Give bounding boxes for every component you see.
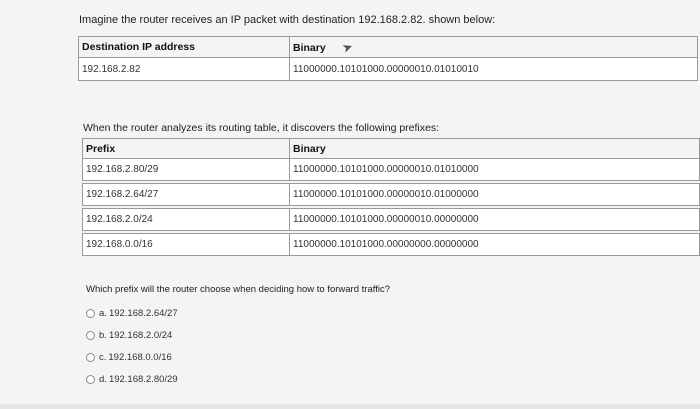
binary-header [290,37,698,58]
table-row [83,184,700,206]
prefix-cell: 192.168.2.0/24 [83,209,290,231]
option-label: 192.168.2.80/29 [108,373,178,385]
prefix-binary-cell: 11000000.10101000.00000010.01010000 [290,159,700,181]
mouse-pointer-icon: ➤ [341,40,354,55]
destination-binary-cell: 11000000.10101000.00000010.01010010 [290,58,698,81]
radio-unselected-icon[interactable] [86,353,95,362]
routing-table-intro: When the router analyzes its routing table, it discovers the following prefixes: [83,122,440,134]
prefix-table [82,138,700,256]
option-c[interactable] [86,346,178,368]
option-letter: d. [99,373,107,385]
prefix-cell: 192.168.2.80/29 [83,159,290,181]
radio-unselected-icon[interactable] [86,309,95,318]
option-b[interactable] [86,324,178,346]
option-label: 192.168.2.0/24 [108,329,173,341]
prefix-header: Prefix [83,139,290,159]
prefix-cell: 192.168.0.0/16 [83,234,290,256]
table-row [83,234,700,256]
destination-header: Destination IP address [79,37,290,58]
option-letter: c. [99,351,107,363]
option-d[interactable] [86,368,178,390]
destination-ip-cell: 192.168.2.82 [79,58,290,81]
binary-header-label: Binary [293,41,326,54]
option-label: 192.168.0.0/16 [108,351,172,363]
option-label: 192.168.2.64/27 [108,307,178,319]
answer-options [86,302,178,390]
radio-unselected-icon[interactable] [86,375,95,384]
destination-table [78,36,698,81]
prefix-binary-cell: 11000000.10101000.00000010.01000000 [290,184,700,206]
prefix-binary-cell: 11000000.10101000.00000010.00000000 [290,209,700,231]
option-a[interactable] [86,302,178,324]
table-row [83,159,700,181]
radio-unselected-icon[interactable] [86,331,95,340]
table-row [79,58,698,81]
page-bottom-divider [0,404,700,409]
question-intro: Imagine the router receives an IP packet with destination 192.168.2.82. shown below: [79,14,496,26]
option-letter: b. [99,329,107,341]
question-text: Which prefix will the router choose when deciding how to forward traffic? [86,284,390,295]
prefix-binary-cell: 11000000.10101000.00000000.00000000 [290,234,700,256]
prefix-binary-header: Binary [290,139,700,159]
option-letter: a. [99,307,107,319]
prefix-cell: 192.168.2.64/27 [83,184,290,206]
table-row [83,209,700,231]
